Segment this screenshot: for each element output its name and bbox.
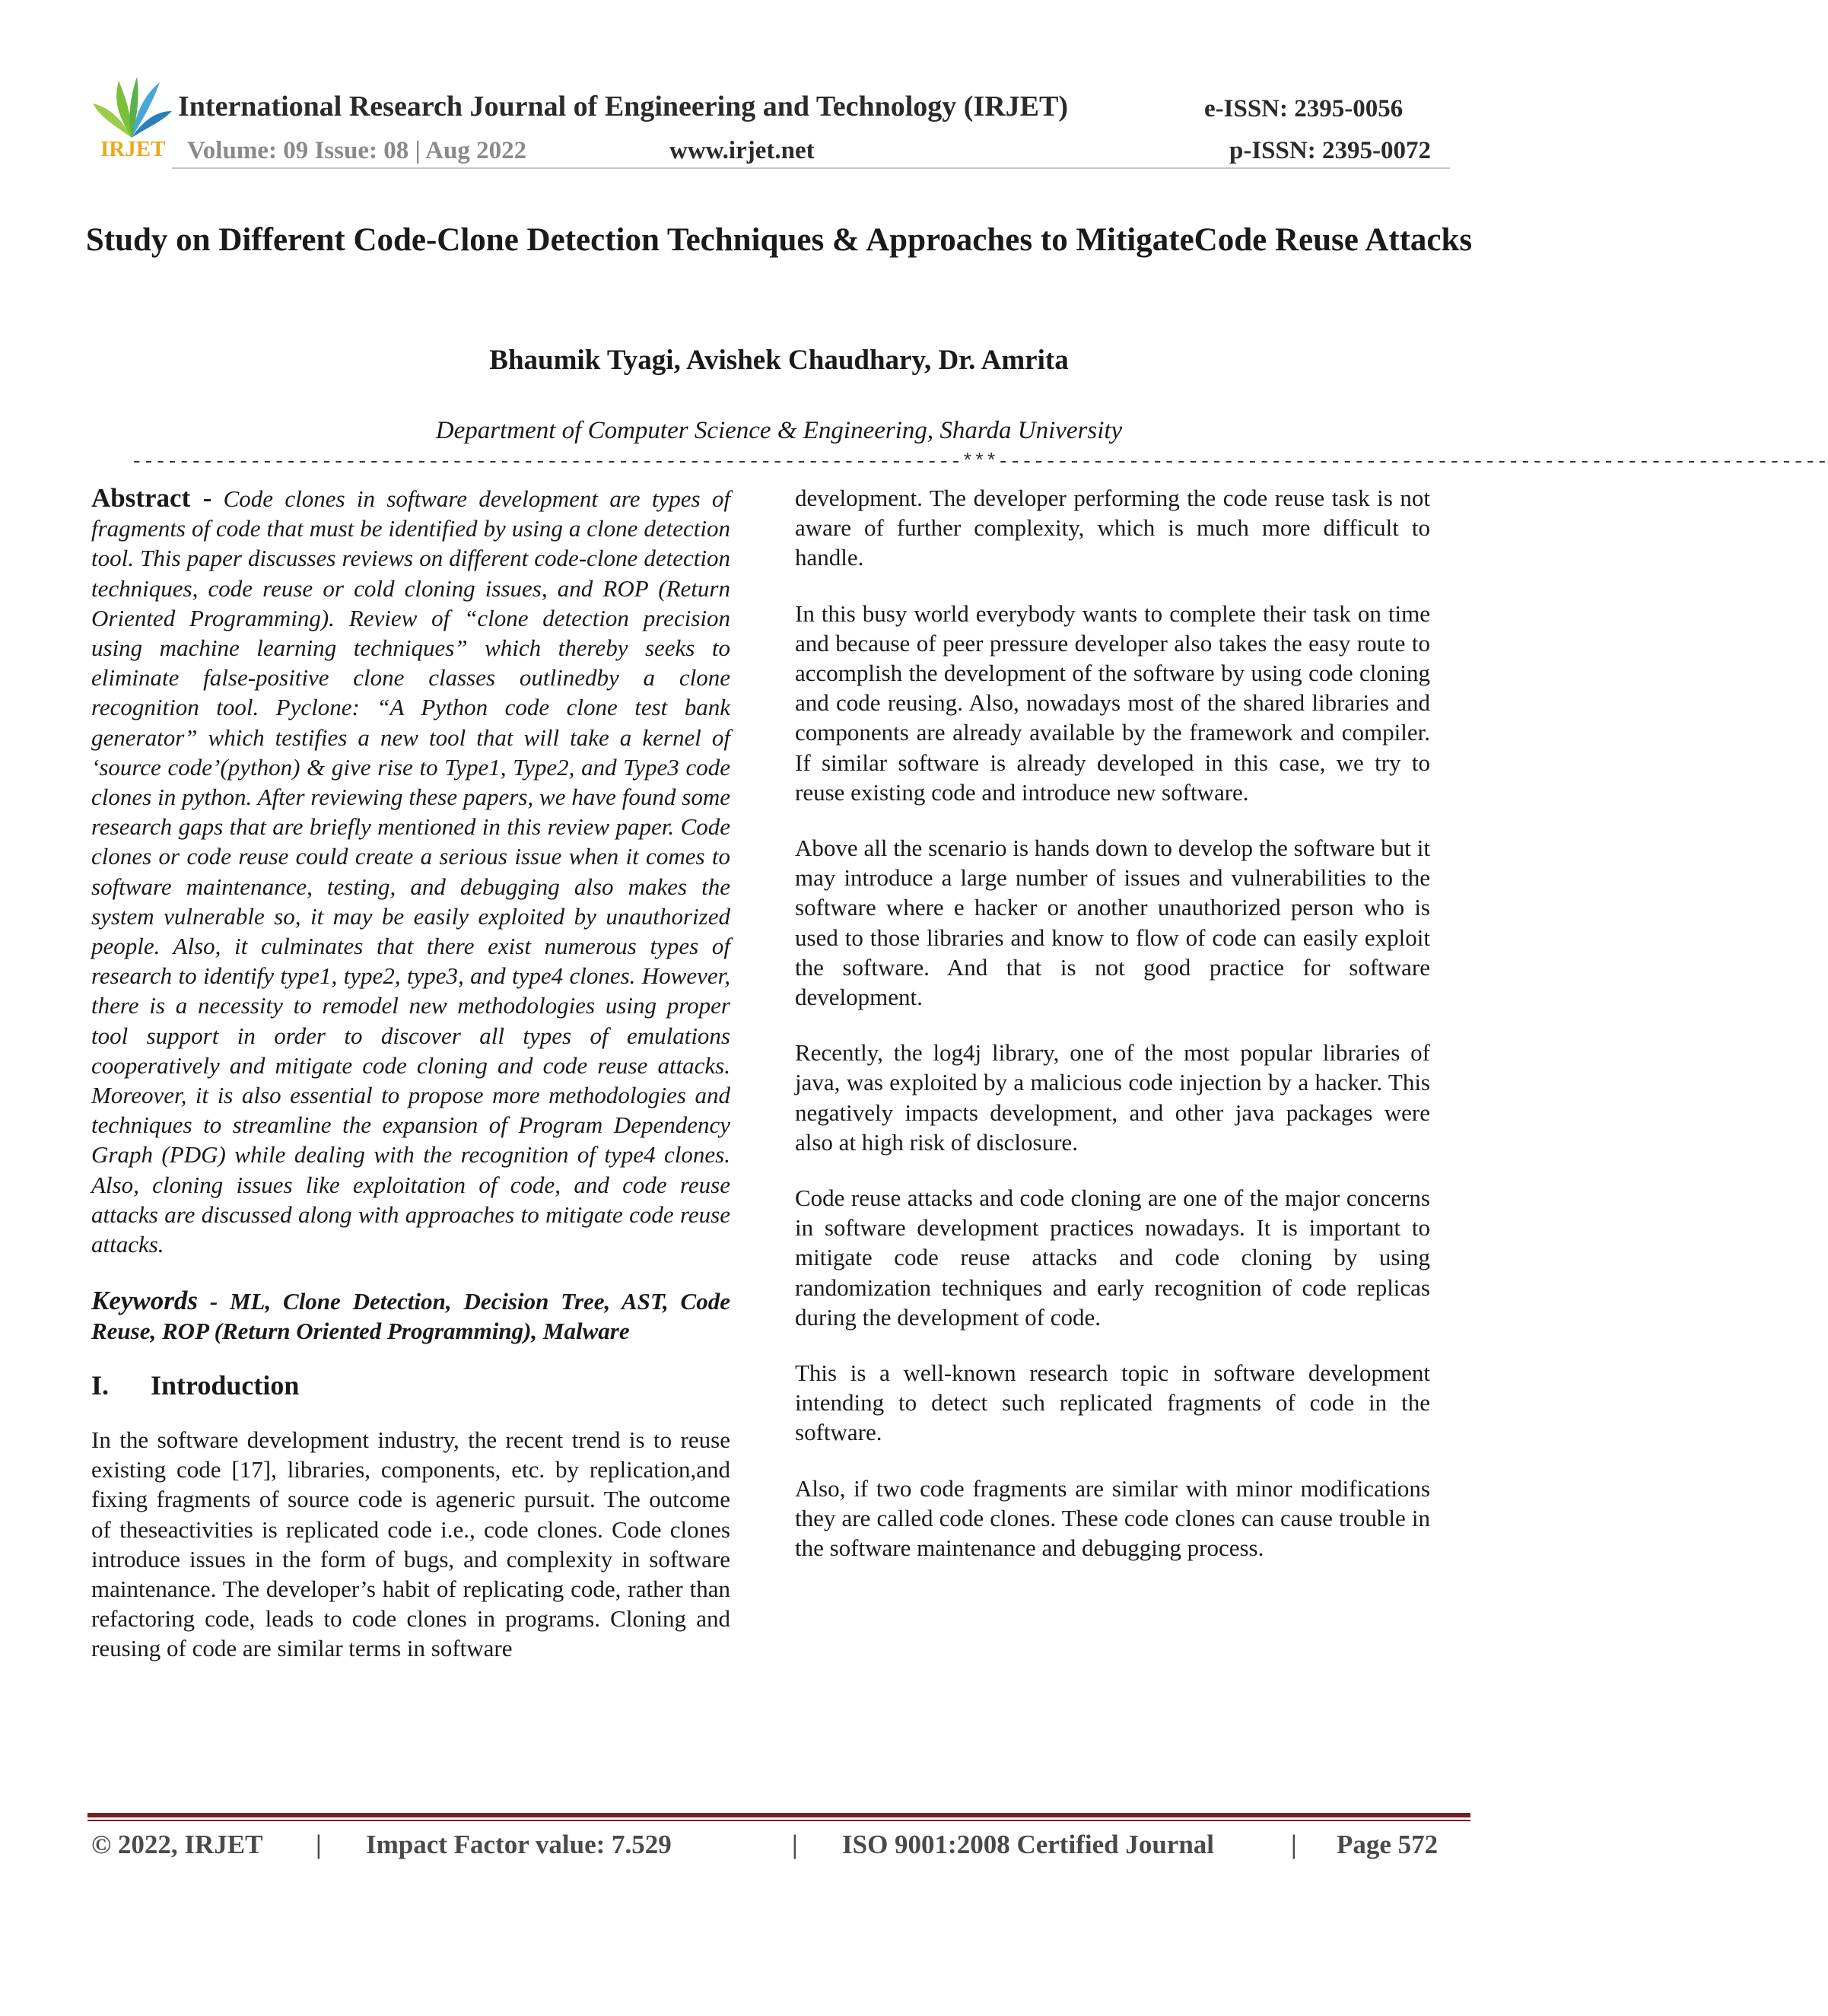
volume-issue: Volume: 09 Issue: 08 | Aug 2022 <box>187 137 527 164</box>
paragraph: Also, if two code fragments are similar with minor modifications they are called code clones. These code clones can cause trouble in the software maintenance and debugging process. <box>795 1474 1430 1562</box>
abstract <box>91 483 730 1259</box>
irjet-logo <box>90 73 173 172</box>
footer-divider-thin <box>87 1820 1470 1821</box>
abstract-label: Abstract - <box>91 483 212 513</box>
eissn: e-ISSN: 2395-0056 <box>1204 95 1404 122</box>
affiliation: Department of Computer Science & Engineering, Sharda University <box>435 417 1123 444</box>
logo-leaves-icon <box>90 73 173 142</box>
footer-divider-thick <box>87 1813 1470 1817</box>
section-number: I. <box>91 1369 110 1401</box>
journal-title: International Research Journal of Engineering and Technology (IRJET) <box>178 91 1069 122</box>
authors: Bhaumik Tyagi, Avishek Chaudhary, Dr. Amrita <box>489 345 1069 376</box>
footer-impact-factor: Impact Factor value: 7.529 <box>366 1830 672 1859</box>
paragraph: This is a well-known research topic in software development intending to detect such replicated fragments of code in the software. <box>795 1359 1430 1446</box>
right-column <box>795 483 1430 1563</box>
footer-page-number: Page 572 <box>1337 1830 1439 1859</box>
keywords <box>91 1286 730 1346</box>
header-divider <box>172 167 1450 169</box>
footer-copyright: © 2022, IRJET <box>91 1830 263 1859</box>
section-title: Introduction <box>151 1369 300 1401</box>
paragraph: development. The developer performing the code reuse task is not aware of further complexity, which is much more difficult to handle. <box>795 485 1430 571</box>
page-footer <box>91 1830 1438 1860</box>
keywords-label: Keywords <box>91 1286 198 1316</box>
footer-separator: | <box>1291 1830 1297 1859</box>
keywords-text: - ML, Clone Detection, Decision Tree, AST, Code Reuse, ROP (Return Oriented Programming), Malware <box>91 1288 730 1345</box>
paragraph: Code reuse attacks and code cloning are one of the major concerns in software development practices nowadays. It is important to mitigate code reuse attacks and code cloning by using randomization techniques and early recognition of code replicas during the development of code. <box>795 1184 1430 1331</box>
section-heading-introduction <box>91 1371 730 1401</box>
journal-website: www.irjet.net <box>669 137 815 164</box>
abstract-text: Code clones in software development are types of fragments of code that must be identified by using a clone detection tool. This paper discusses reviews on different code-clone detection techniques, code reuse or cold cloning issues, and ROP (Return Oriented Programming). Review of “clone detection precision using machine learning techniques” which thereby seeks to eliminate false-positive clone classes outlinedby a clone recognition tool. Pyclone: “A Python code clone test bank generator” which testifies a new tool that will take a kernel of ‘source code’(python) & give rise to Type1, Type2, and Type3 code clones in python. After reviewing these papers, we have found some research gaps that are briefly mentioned in this review paper. Code clones or code reuse could create a serious issue when it comes to software maintenance, testing, and debugging also makes the system vulnerable so, it may be easily exploited by unauthorized people. Also, it culminates that there exist numerous types of research to identify type1, type2, type3, and type4 clones. However, there is a necessity to remodel new methodologies using proper tool support in order to discover all types of emulations cooperatively and mitigate code cloning and code reuse attacks. Moreover, it is also essential to propose more methodologies and techniques to streamline the expansion of Program Dependency Graph (PDG) while dealing with the recognition of type4 clones. Also, cloning issues like exploitation of code, and code reuse attacks are discussed along with approaches to mitigate code reuse attacks. <box>91 485 731 1258</box>
paragraph: In this busy world everybody wants to complete their task on time and because of peer pressure developer also takes the easy route to accomplish the development of the software by using code cloning and code reusing. Also, nowadays most of the shared libraries and components are already available by the framework and compiler. If similar software is already developed in this case, we try to reuse existing code and introduce new software. <box>795 599 1430 806</box>
paragraph: Above all the scenario is hands down to develop the software but it may introduce a large number of issues and vulnerabilities to the software where e hacker or another unauthorized person who is used to those libraries and know to flow of code can easily exploit the software. And that is not good practice for software development. <box>795 835 1430 1011</box>
pissn: p-ISSN: 2395-0072 <box>1229 137 1431 164</box>
footer-iso: ISO 9001:2008 Certified Journal <box>842 1830 1215 1859</box>
footer-separator: | <box>792 1830 798 1859</box>
section-separator: ----------------------------------------------------------------------***---------------------------------------------------------------------- <box>131 450 1828 473</box>
footer-separator: | <box>316 1830 322 1859</box>
left-column <box>91 483 730 1664</box>
logo-text: IRJET <box>100 137 166 161</box>
intro-paragraph: In the software development industry, the recent trend is to reuse existing code [17], libraries, components, etc. by replication,and fixing fragments of source code is ageneric pursuit. The outcome of theseactivities is replicated code i.e., code clones. Code clones introduce issues in the form of bugs, and complexity in software maintenance. The developer’s habit of replicating code, rather than refactoring code, leads to code clones in programs. Cloning and reusing of code are similar terms in software <box>91 1426 730 1662</box>
paper-title: Study on Different Code-Clone Detection Techniques & Approaches to MitigateCode Reuse Attacks <box>85 222 1473 258</box>
paragraph: Recently, the log4j library, one of the most popular libraries of java, was exploited by a malicious code injection by a hacker. This negatively impacts development, and other java packages were also at high risk of disclosure. <box>795 1039 1430 1156</box>
